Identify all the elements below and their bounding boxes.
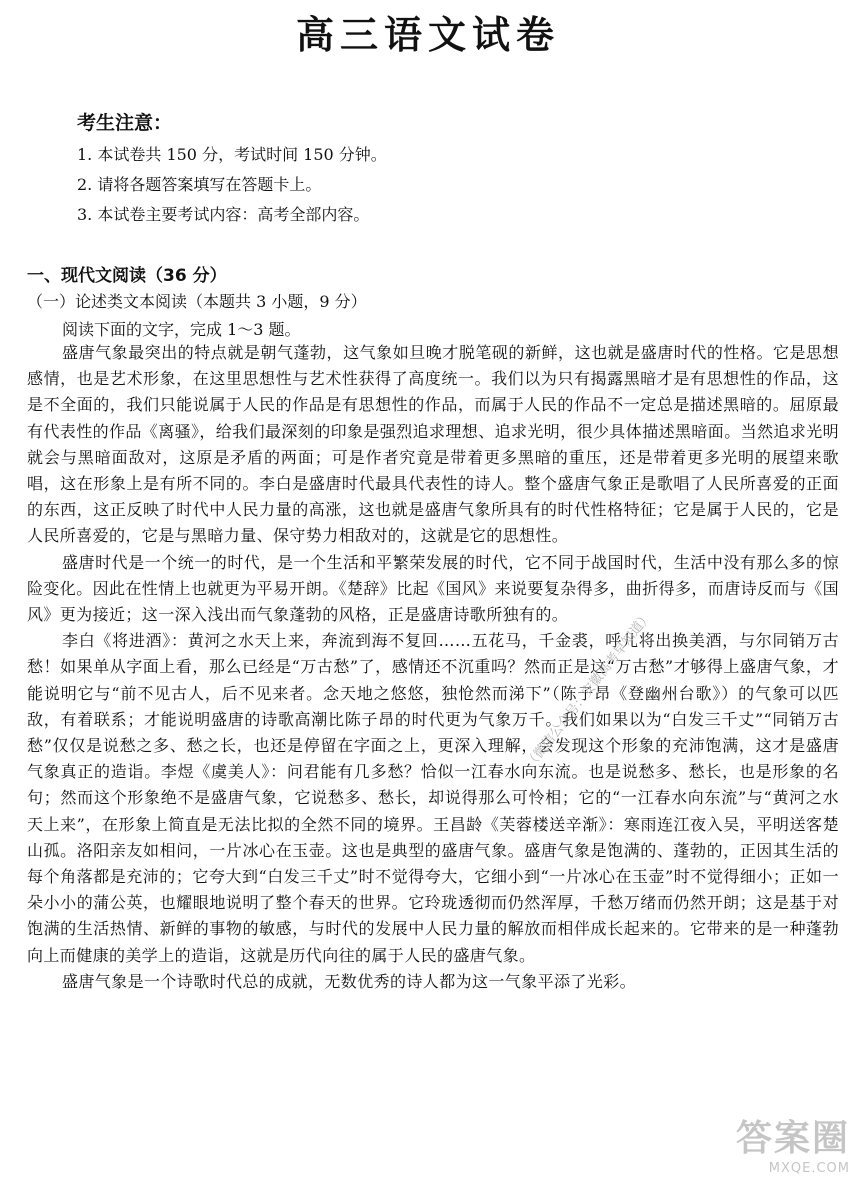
notice-item: 2. 请将各题答案填写在答题卡上。 xyxy=(77,175,322,194)
subsection-heading: （一）论述类文本阅读（本题共 3 小题，9 分） xyxy=(27,292,367,311)
passage-paragraph-1: 盛唐气象最突出的特点就是朝气蓬勃，这气象如旦晚才脱笔砚的新鲜，这也就是盛唐时代的性格。它是思想感情，也是艺术形象，在这里思想性与艺术性获得了高度统一。我们以为只有揭露黑暗才是有思想性的作品，这是不全面的，我们只能说属于人民的作品是有思想性的作品，而属于人民的作品不一定总是描述黑暗的。屈原最有代表性的作品《离骚》，给我们最深刻的印象是强烈追求理想、追求光明，很少具体描述黑暗面。当然追求光明就会与黑暗面敌对，这原是矛盾的两面；可是作者究竟是带着更多黑暗的重压，还是带着更多光明的展望来歌唱，这在形象上是有所不同的。李白是盛唐时代最具代表性的诗人。整个盛唐气象正是歌唱了人民所喜爱的正面的东西，这正反映了时代中人民力量的高涨，这也就是盛唐气象所具有的时代性格特征；它是属于人民的，它是人民所喜爱的，它是与黑暗力量、保守势力相敌对的，这就是它的思想性。 xyxy=(27,343,840,546)
reading-instruction: 阅读下面的文字，完成 1～3 题。 xyxy=(62,320,301,339)
passage-paragraph-2: 盛唐时代是一个统一的时代，是一个生活和平繁荣发展的时代，它不同于战国时代，生活中没有那么多的惊险变化。因此在性情上也就更为平易开朗。《楚辞》比起《国风》来说要复杂得多，曲折得多，而唐诗反而与《国风》更为接近；这一深入浅出而气象蓬勃的风格，正是盛唐诗歌所独有的。 xyxy=(27,552,840,625)
passage-paragraph-4: 盛唐气象是一个诗歌时代总的成就，无数优秀的诗人都为这一气象平添了光彩。 xyxy=(62,971,637,991)
notice-item: 3. 本试卷主要考试内容：高考全部内容。 xyxy=(77,205,370,224)
section-heading: 一、现代文阅读（36 分） xyxy=(27,266,227,286)
passage-paragraph-3: 李白《将进酒》：黄河之水天上来，奔流到海不复回……五花马，千金裘，呼儿将出换美酒，与尔同销万古愁！如果单从字面上看，那么已经是“万古愁”了，感情还不沉重吗？然而正是这“万古愁”才够得上盛唐气象，才能说明它与“前不见古人，后不见来者。念天地之悠悠，独怆然而涕下”（陈子昂《登幽州台歌》）的气象可以匹敌，有着联系；才能说明盛唐的诗歌高潮比陈子昂的时代更为气象万千。我们如果以为“白发三千丈”“同销万古愁”仅仅是说愁之多、愁之长，也还是停留在字面之上，更深入理解，会发现这个形象的充沛饱满，这才是盛唐气象真正的造诣。李煜《虞美人》：问君能有几多愁？恰似一江春水向东流。也是说愁多、愁长，也是形象的名句；然而这个形象绝不是盛唐气象，它说愁多、愁长，却说得那么可怜相；它的“一江春水向东流”与“黄河之水天上来”，在形象上简直是无法比拟的全然不同的境界。王昌龄《芙蓉楼送辛渐》：寒雨连江夜入吴，平明送客楚山孤。洛阳亲友如相问，一片冰心在玉壶。这也是典型的盛唐气象。盛唐气象是饱满的、蓬勃的，正因其生活的每个角落都是充沛的；它夸大到“白发三千丈”时不觉得夸大，它细小到“一片冰心在玉壶”时不觉得细小；正如一朵小小的蒲公英，也耀眼地说明了整个春天的世界。它玲珑透彻而仍然浑厚，千愁万绪而仍然开朗；这是基于对饱满的生活热情、新鲜的事物的敏感，与时代的发展中人民力量的解放而相伴成长起来的。它带来的是一种蓬勃向上而健康的美学上的造诣，这就是历代向往的属于人民的盛唐气象。 xyxy=(27,631,839,965)
logo-domain-text: MXQE.COM xyxy=(768,1161,850,1176)
notice-heading: 考生注意： xyxy=(77,112,173,134)
exam-title: 高三语文试卷 xyxy=(295,13,560,57)
site-logo-watermark xyxy=(700,1110,850,1186)
passage-body xyxy=(27,340,839,995)
notice-list xyxy=(77,140,387,230)
diagonal-watermark: （微信公众号：安徽高考早知道） xyxy=(523,608,656,772)
notice-item: 1. 本试卷共 150 分，考试时间 150 分钟。 xyxy=(77,145,387,164)
logo-main-text: 答案圈 xyxy=(735,1118,850,1159)
